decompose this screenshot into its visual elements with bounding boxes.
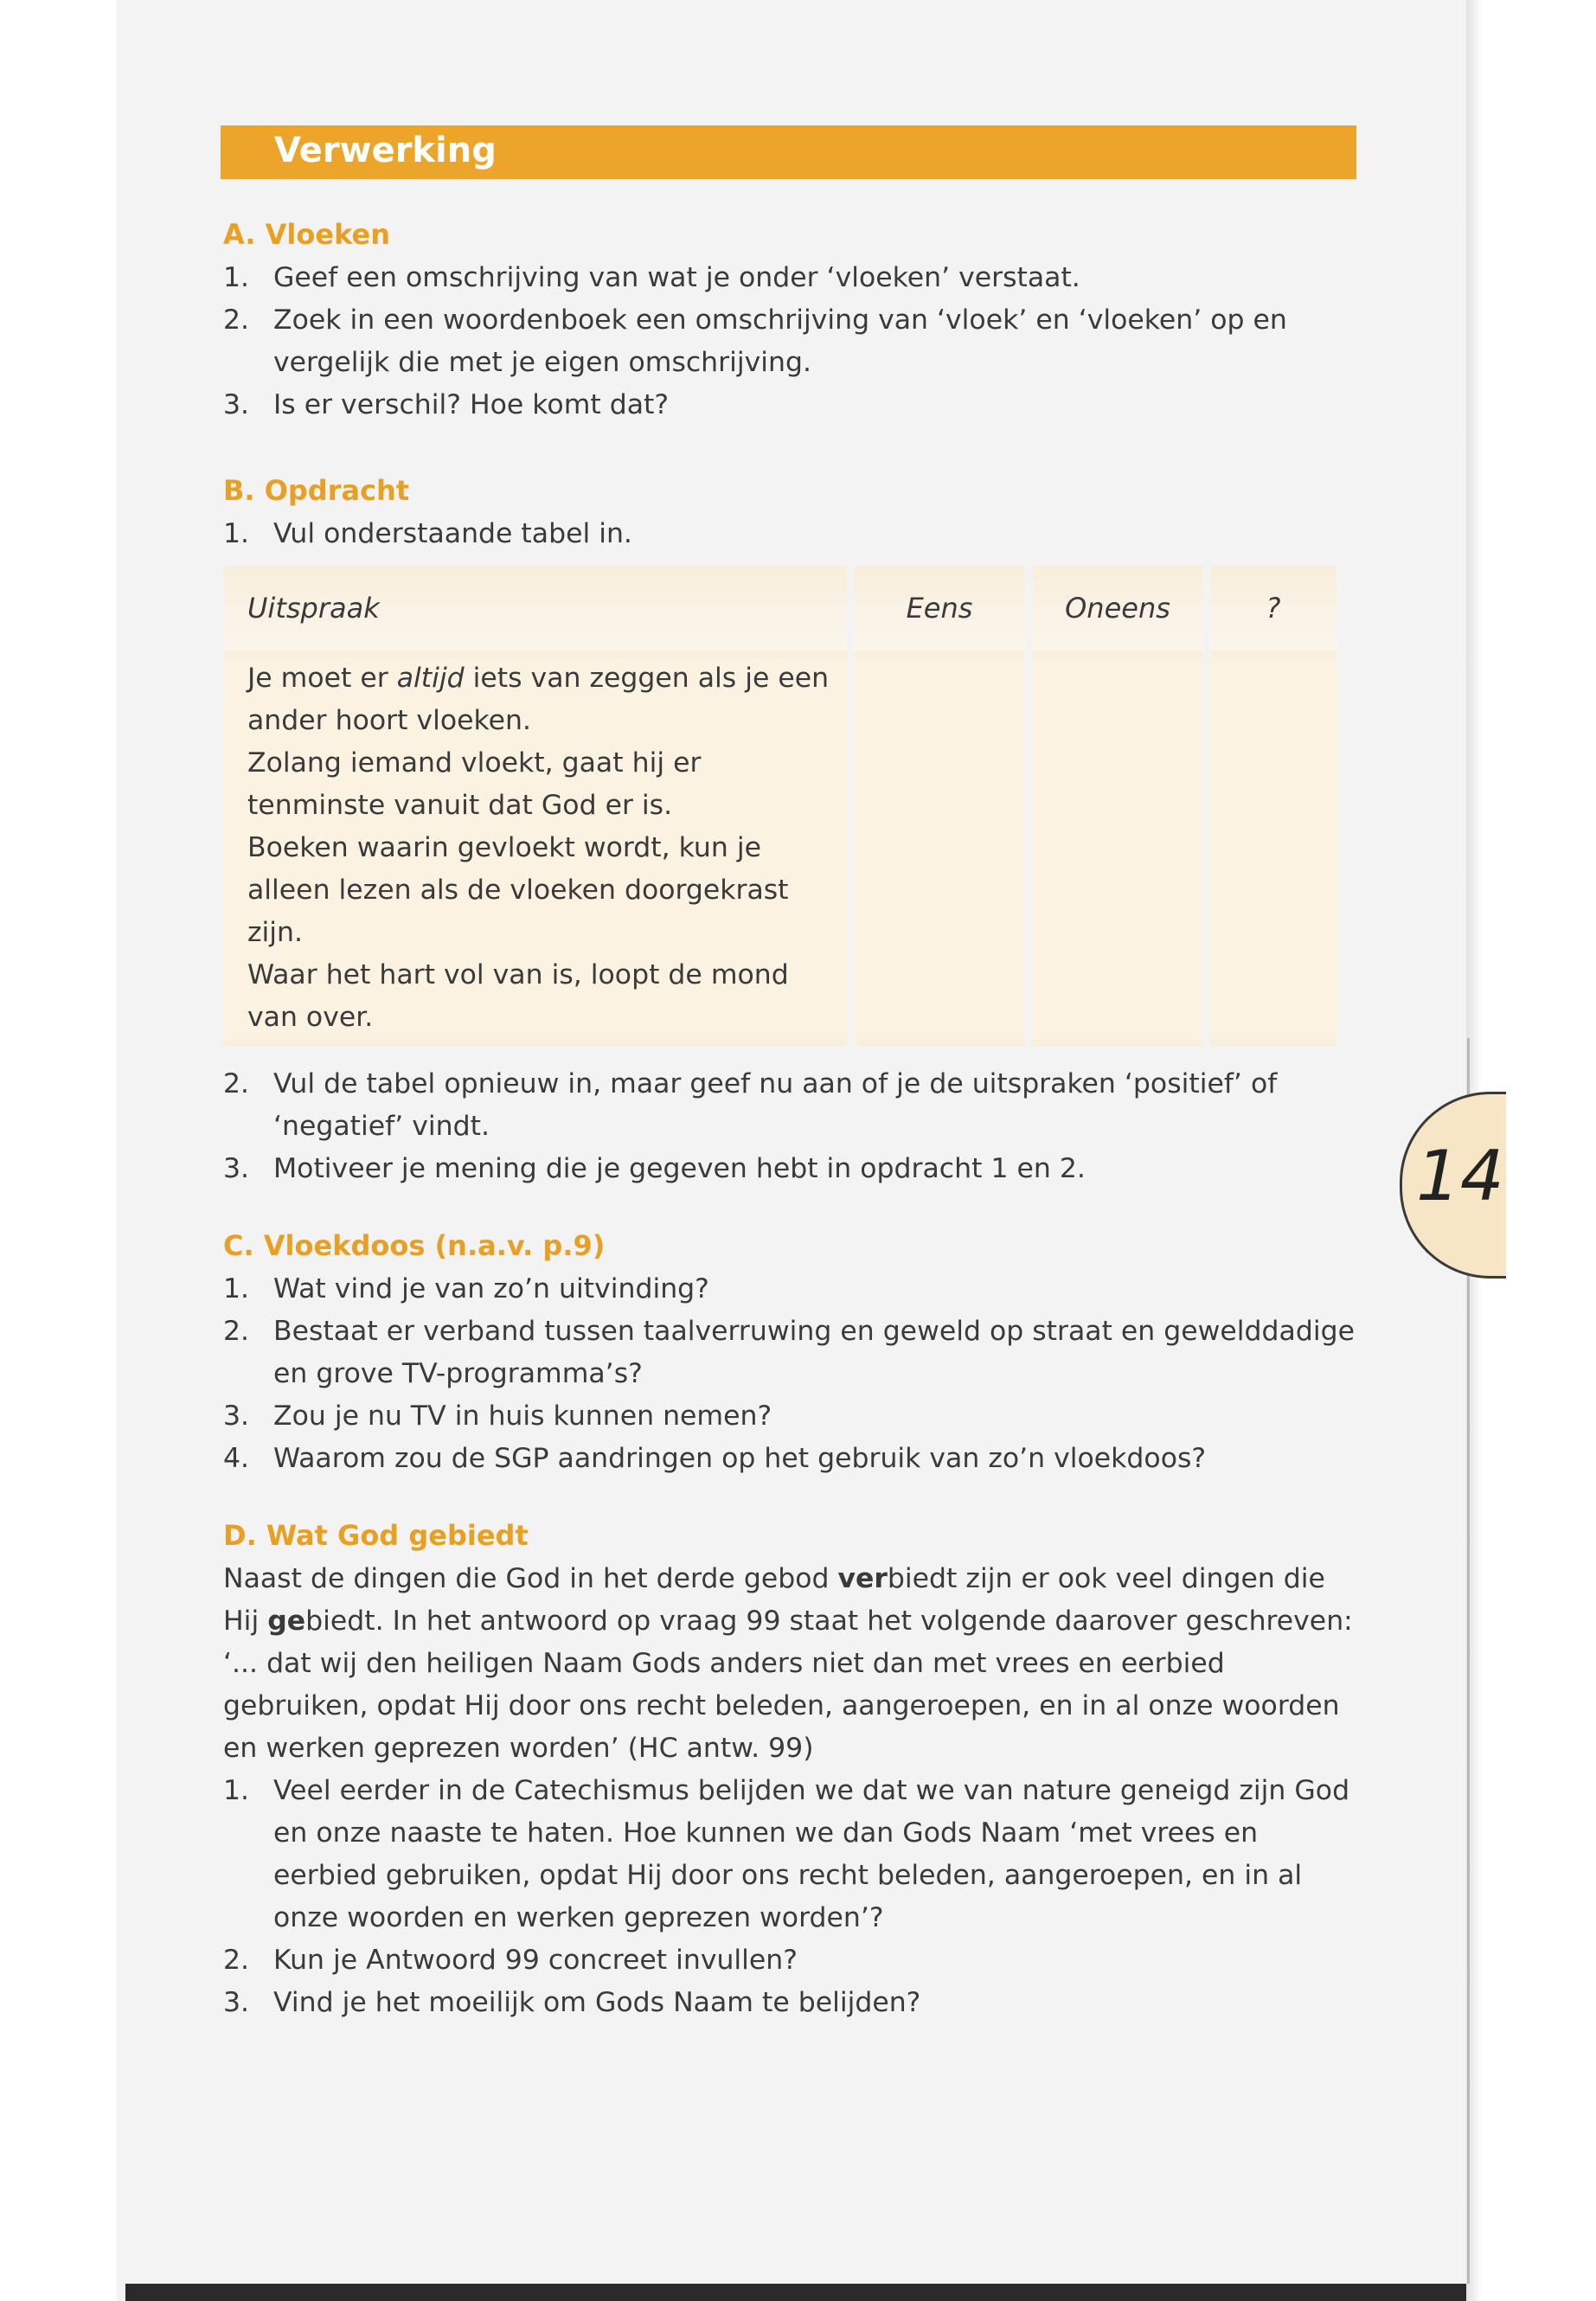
agree-cell[interactable] [854, 827, 1025, 954]
section-a-heading: A. Vloeken [223, 218, 390, 251]
statement-cell: Waar het hart vol van is, loopt de mond van over. [223, 954, 847, 1039]
table-row [223, 827, 1336, 954]
scan-border [125, 2284, 1466, 2301]
table-row [223, 742, 1336, 827]
unsure-cell[interactable] [1210, 954, 1336, 1039]
section-banner [221, 125, 1356, 179]
question-item: 3. Vind je het moeilijk om Gods Naam te belijden? [223, 1987, 921, 2018]
column-header-statement: Uitspraak [223, 566, 847, 651]
column-header-unsure: ? [1210, 566, 1336, 651]
banner-title: Verwerking [274, 131, 497, 170]
section-a-questions [223, 257, 1365, 426]
question-item: 1. Veel eerder in de Catechismus belijden we dat we van nature geneigd zijn God en onze naaste te haten. Hoe kunnen we dan Gods Naam ‘met vrees en eerbied gebruiken, opdat Hij door ons recht beleden, aangeroepen, en in al onze woorden en werken geprezen worden’? [223, 1775, 1350, 1933]
statement-cell: Boeken waarin gevloekt wordt, kun je alleen lezen als de vloeken doorgekrast zijn. [223, 827, 847, 954]
section-b-heading: B. Opdracht [223, 474, 410, 507]
question-item: 1. Geef een omschrijving van wat je onder ‘vloeken’ verstaat. [223, 262, 1080, 293]
question-item: 3. Zou je nu TV in huis kunnen nemen? [223, 1400, 772, 1432]
agree-cell[interactable] [854, 657, 1025, 742]
question-item: 3. Motiveer je mening die je gegeven hebt in opdracht 1 en 2. [223, 1153, 1086, 1184]
page-number: 14 [1416, 1136, 1504, 1216]
disagree-cell[interactable] [1032, 657, 1203, 742]
question-item: 3. Is er verschil? Hoe komt dat? [223, 389, 670, 420]
section-b-questions [223, 513, 1365, 555]
column-header-disagree: Oneens [1032, 566, 1203, 651]
column-header-agree: Eens [854, 566, 1025, 651]
disagree-cell[interactable] [1032, 742, 1203, 827]
question-item: 2. Bestaat er verband tussen taalverruwing en geweld op straat en gewelddadige en grove TV-programma’s? [223, 1316, 1355, 1389]
question-item: 4. Waarom zou de SGP aandringen op het gebruik van zo’n vloekdoos? [223, 1443, 1207, 1474]
question-item: 1. Wat vind je van zo’n uitvinding? [223, 1273, 709, 1304]
unsure-cell[interactable] [1210, 827, 1336, 954]
question-item: 1. Vul onderstaande tabel in. [223, 518, 632, 549]
unsure-cell[interactable] [1210, 742, 1336, 827]
statements-table [216, 566, 1343, 1046]
section-d-questions [223, 1770, 1365, 2024]
agree-cell[interactable] [854, 742, 1025, 827]
section-c-heading: C. Vloekdoos (n.a.v. p.9) [223, 1229, 606, 1262]
statement-cell: Je moet er altijd iets van zeggen als je een ander hoort vloeken. [223, 657, 847, 742]
question-item: 2. Vul de tabel opnieuw in, maar geef nu aan of je de uitspraken ‘positief’ of ‘negatief’ vindt. [223, 1068, 1278, 1142]
statement-cell: Zolang iemand vloekt, gaat hij er tenminste vanuit dat God er is. [223, 742, 847, 827]
question-item: 2. Kun je Antwoord 99 concreet invullen? [223, 1945, 798, 1976]
section-b-followup-questions [223, 1063, 1365, 1190]
unsure-cell[interactable] [1210, 657, 1336, 742]
table-row [223, 954, 1336, 1039]
worksheet-content [223, 212, 1365, 2024]
agree-cell[interactable] [854, 954, 1025, 1039]
section-d-intro: Naast de dingen die God in het derde gebod verbiedt zijn er ook veel dingen die Hij gebiedt. In het antwoord op vraag 99 staat het volgende daarover geschreven: ‘... dat wij den heiligen Naam Gods anders niet dan met vrees en eerbied gebruiken, opdat Hij door ons recht beleden, aangeroepen, en in al onze woorden en werken geprezen worden’ (HC antw. 99) [223, 1563, 1353, 1764]
section-c-questions [223, 1268, 1365, 1480]
question-item: 2. Zoek in een woordenboek een omschrijving van ‘vloek’ en ‘vloeken’ op en vergelijk die met je eigen omschrijving. [223, 304, 1287, 378]
table-row [223, 657, 1336, 742]
disagree-cell[interactable] [1032, 954, 1203, 1039]
section-d-heading: D. Wat God gebiedt [223, 1519, 529, 1552]
disagree-cell[interactable] [1032, 827, 1203, 954]
